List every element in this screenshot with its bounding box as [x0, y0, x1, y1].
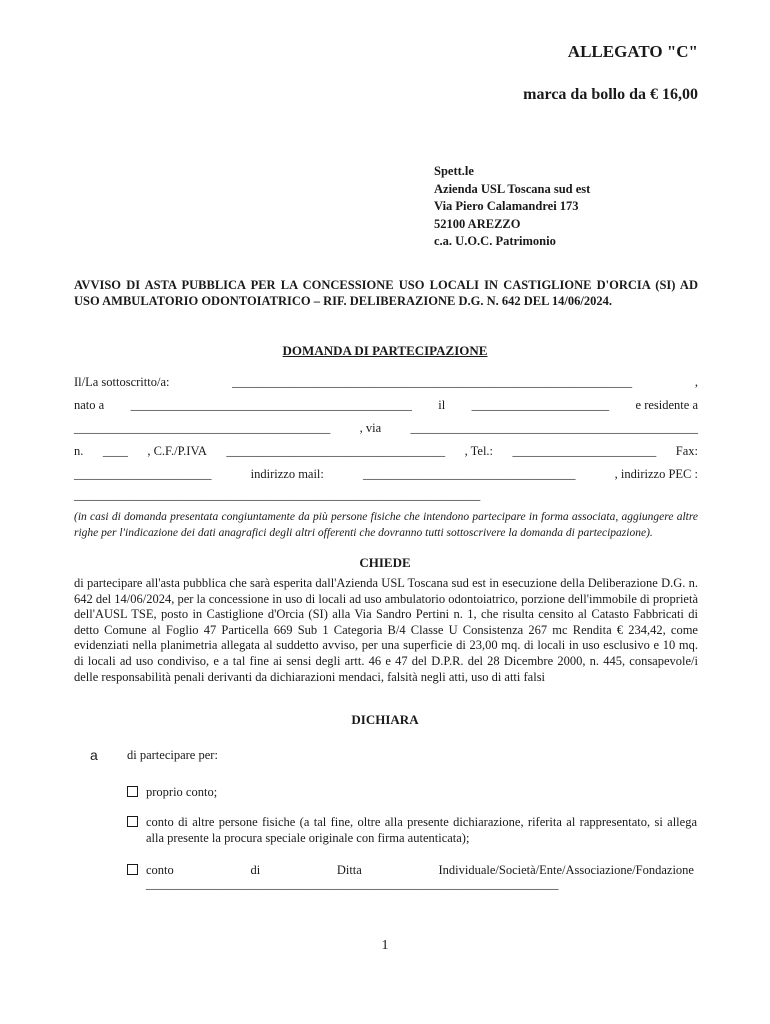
option-proprio-conto[interactable] [127, 784, 217, 800]
label-pec: , indirizzo PEC : [614, 467, 698, 481]
field-pec[interactable]: _________________________________________________________________ [74, 488, 481, 502]
field-fax[interactable]: ______________________ [74, 467, 212, 481]
field-nome[interactable]: ________________________________________________________________ [232, 375, 633, 389]
option-word: Individuale/Società/Ente/Associazione/Fondazione [438, 863, 694, 877]
dichiara-intro: di partecipare per: [127, 748, 218, 762]
label-nato-a: nato a [74, 398, 105, 412]
field-luogo-nascita[interactable]: _____________________________________________ [130, 398, 412, 412]
form-line-nascita [74, 396, 698, 414]
label-via: , via [359, 421, 382, 435]
label-il: il [438, 398, 446, 412]
field-via[interactable]: ______________________________________________ [410, 421, 698, 435]
checkbox-icon[interactable] [127, 816, 138, 827]
field-cf-piva[interactable]: ___________________________________ [226, 444, 446, 458]
form-line-residenza [74, 419, 698, 437]
label-residente: e residente a [635, 398, 698, 412]
recipient-line: c.a. U.O.C. Patrimonio [434, 234, 556, 248]
form-line-contatti [74, 442, 698, 460]
form-line-pec [74, 486, 698, 504]
checkbox-icon[interactable] [127, 864, 138, 875]
option-label: conto di altre persone fisiche (a tal fine, oltre alla presente dichiarazione, riferita al rappresentato, si allega alla presente la procura speciale originale con firma autenticata); [146, 815, 697, 845]
recipient-line: Spett.le [434, 164, 474, 178]
label-sottoscritto: Il/La sottoscritto/a: [74, 375, 170, 389]
allegato-title: ALLEGATO "C" [567, 42, 698, 61]
option-altre-persone[interactable] [127, 814, 697, 846]
avviso-title: AVVISO DI ASTA PUBBLICA PER LA CONCESSIONE USO LOCALI IN CASTIGLIONE D'ORCIA (SI) AD USO AMBULATORIO ODONTOIATRICO – RIF. DELIBERAZIONE D.G. N. 642 DEL 14/06/2024. [74, 278, 698, 308]
chiede-heading: CHIEDE [359, 555, 411, 570]
form-line-sottoscritto [74, 373, 698, 391]
field-data-nascita[interactable]: ______________________ [471, 398, 610, 412]
dichiara-heading: DICHIARA [351, 712, 419, 727]
list-marker-a: a [90, 747, 98, 763]
page-number: 1 [381, 938, 389, 953]
recipient-line: 52100 AREZZO [434, 216, 521, 231]
option-word: conto [127, 863, 174, 878]
marca-da-bollo: marca da bollo da € 16,00 [523, 86, 698, 103]
field-mail[interactable]: __________________________________ [363, 467, 576, 481]
recipient-address [434, 163, 590, 251]
label-mail: indirizzo mail: [250, 467, 324, 481]
domanda-heading: DOMANDA DI PARTECIPAZIONE [282, 343, 488, 358]
field-tel[interactable]: _______________________ [512, 444, 657, 458]
option-word: Ditta [336, 863, 362, 877]
comma: , [694, 375, 698, 389]
option-word: di [250, 863, 261, 877]
form-line-email [74, 465, 698, 483]
label-fax: Fax: [675, 444, 698, 458]
recipient-line: Via Piero Calamandrei 173 [434, 199, 579, 213]
field-comune-residenza[interactable]: _________________________________________ [74, 421, 331, 435]
label-cf-piva: , C.F./P.IVA [147, 444, 207, 458]
checkbox-icon[interactable] [127, 786, 138, 797]
field-ditta[interactable]: __________________________________________________________________ [146, 877, 559, 891]
field-civico[interactable]: ____ [102, 444, 128, 458]
chiede-paragraph: di partecipare all'asta pubblica che sarà esperita dall'Azienda USL Toscana sud est in esecuzione della Deliberazione D.G. n. 642 del 14/06/2024, per la concessione in uso di locali ad uso ambulatorio odontoiatrico, porzione dell'immobile di proprietà dell'AUSL TSE, posto in Castiglione d'Orcia (SI) alla Via Sandro Pertini n. 1, che risulta censito al Catasto Fabbricati di detto Comune al Foglio 47 Particella 669 Sub 1 Categoria B/4 Classe U Consistenza 267 mc Rendita € 234,42, come evidenziati nella planimetria allegata al suddetto avviso, per una superficie di 23,00 mq. di locali in uso esclusivo e 10 mq. di locali ad uso condiviso, e a tal fine ai sensi degli artt. 46 e 47 del D.P.R. del 28 Dicembre 2000, n. 445, consapevole/i delle responsabilità penali derivanti da dichiarazioni mendaci, falsità negli atti, uso di atti falsi [74, 576, 698, 684]
option-label: proprio conto; [146, 785, 218, 799]
recipient-line: Azienda USL Toscana sud est [434, 181, 591, 196]
note-italic: (in casi di domanda presentata congiuntamente da più persone fisiche che intendono partecipare in forma associata, aggiungere altre righe per l'indicazione dei dati anagrafici degli altri offerenti che dovranno tutti sottoscrivere la domanda di partecipazione). [74, 511, 698, 539]
label-n: n. [74, 444, 84, 458]
option-ditta[interactable] [127, 863, 694, 878]
label-tel: , Tel.: [464, 444, 494, 458]
